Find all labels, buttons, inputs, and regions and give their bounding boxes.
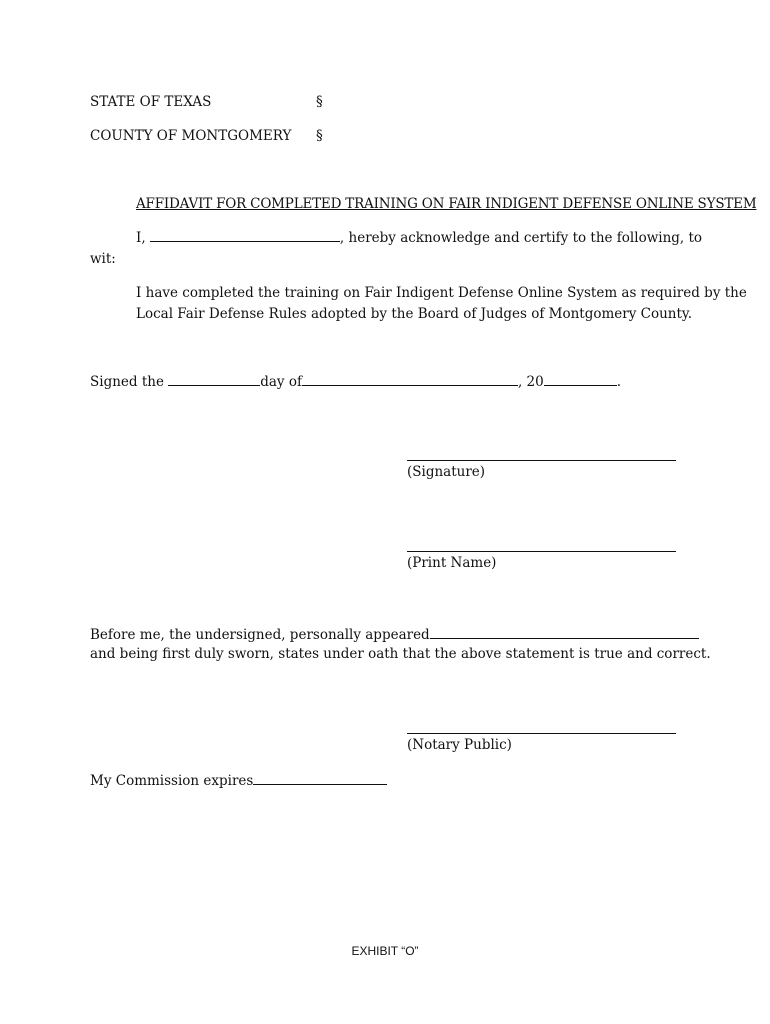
signature-label: (Signature) xyxy=(407,464,486,480)
oath-line-1 xyxy=(90,627,699,643)
signature-line[interactable] xyxy=(407,460,676,461)
commission-line xyxy=(90,773,387,789)
intro-wit: wit: xyxy=(90,251,116,267)
signed-end: . xyxy=(616,374,622,390)
exhibit-footer: EXHIBIT “O” xyxy=(351,944,419,958)
signed-year-prefix: , 20 xyxy=(517,374,544,390)
statement-line-1: I have completed the training on Fair Indigent Defense Online System as required by the xyxy=(136,285,747,301)
print-name-line[interactable] xyxy=(407,551,676,552)
intro-line xyxy=(136,230,702,246)
commission-label: My Commission expires xyxy=(90,773,254,789)
year-blank-field[interactable] xyxy=(544,384,617,386)
signed-prefix: Signed the xyxy=(90,374,164,390)
name-blank-field[interactable] xyxy=(150,240,340,242)
section-symbol-county: § xyxy=(316,128,323,144)
section-symbol-state: § xyxy=(316,94,323,110)
intro-suffix: , hereby acknowledge and certify to the following, to xyxy=(339,230,703,246)
appeared-blank-field[interactable] xyxy=(430,637,699,639)
affidavit-title: AFFIDAVIT FOR COMPLETED TRAINING ON FAIR INDIGENT DEFENSE ONLINE SYSTEM xyxy=(136,196,757,212)
notary-label: (Notary Public) xyxy=(407,737,512,753)
state-label: STATE OF TEXAS xyxy=(90,94,212,110)
day-blank-field[interactable] xyxy=(168,384,260,386)
notary-line[interactable] xyxy=(407,733,676,734)
signed-day-of: day of xyxy=(260,374,302,390)
commission-blank-field[interactable] xyxy=(253,783,387,785)
oath-text: Before me, the undersigned, personally appeared xyxy=(90,627,430,643)
intro-prefix: I, xyxy=(136,230,146,246)
county-label: COUNTY OF MONTGOMERY xyxy=(90,128,292,144)
statement-line-2: Local Fair Defense Rules adopted by the Board of Judges of Montgomery County. xyxy=(136,306,693,322)
print-name-label: (Print Name) xyxy=(407,555,497,571)
signed-line xyxy=(90,374,621,390)
month-blank-field[interactable] xyxy=(302,384,518,386)
oath-line-2: and being first duly sworn, states under oath that the above statement is true and correct. xyxy=(90,646,711,662)
